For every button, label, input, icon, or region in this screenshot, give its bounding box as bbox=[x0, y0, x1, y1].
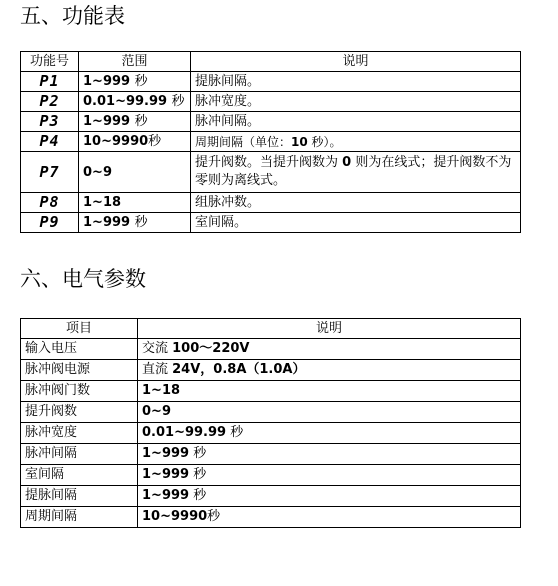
parameter-name: 脉冲宽度 bbox=[21, 423, 138, 444]
range-cell bbox=[79, 213, 191, 233]
function-code: P9 bbox=[21, 213, 79, 233]
description-text: 周期间隔（单位： bbox=[195, 134, 292, 149]
function-code: P8 bbox=[21, 193, 79, 213]
parameter-name: 输入电压 bbox=[21, 339, 138, 360]
description-cell: 室间隔。 bbox=[191, 213, 521, 233]
range-cell bbox=[79, 92, 191, 112]
header-range: 范围 bbox=[79, 52, 191, 72]
parameter-value-cell bbox=[138, 339, 521, 360]
section-title-function-table: 五、功能表 bbox=[20, 4, 125, 28]
range-unit: 秒 bbox=[134, 74, 148, 89]
table-row bbox=[21, 92, 521, 112]
range-unit: 秒 bbox=[134, 215, 148, 230]
table-header-row bbox=[21, 319, 521, 339]
range-unit: 秒 bbox=[148, 134, 162, 149]
range-unit: 秒 bbox=[171, 94, 185, 109]
function-code: P4 bbox=[21, 132, 79, 152]
value-suffix: 秒 bbox=[189, 467, 207, 482]
parameter-name: 提升阀数 bbox=[21, 402, 138, 423]
parameter-name: 室间隔 bbox=[21, 465, 138, 486]
range-value: 0.01~99.99 bbox=[83, 94, 168, 109]
function-code: P7 bbox=[21, 152, 79, 193]
parameter-value-cell bbox=[138, 444, 521, 465]
table-row bbox=[21, 423, 521, 444]
function-code: P2 bbox=[21, 92, 79, 112]
range-unit: 秒 bbox=[134, 114, 148, 129]
range-value: 1~999 bbox=[83, 215, 131, 230]
description-cell: 提脉间隔。 bbox=[191, 72, 521, 92]
parameter-value: 0.01~99.99 bbox=[142, 425, 227, 440]
range-cell bbox=[79, 112, 191, 132]
parameter-value: 100～220V bbox=[172, 341, 250, 356]
value-suffix: 秒 bbox=[189, 446, 207, 461]
table-row bbox=[21, 72, 521, 92]
table-row bbox=[21, 213, 521, 233]
parameter-name: 脉冲阀电源 bbox=[21, 360, 138, 381]
range-value: 1~999 bbox=[83, 74, 131, 89]
header-description: 说明 bbox=[138, 319, 521, 339]
parameter-value: 1~999 bbox=[142, 488, 190, 503]
value-prefix: 交流 bbox=[142, 341, 173, 356]
section-title-electrical-parameters: 六、电气参数 bbox=[20, 267, 146, 291]
table-row bbox=[21, 112, 521, 132]
parameter-name: 提脉间隔 bbox=[21, 486, 138, 507]
value-prefix: 直流 bbox=[142, 362, 173, 377]
description-cell bbox=[191, 132, 521, 152]
parameter-value-cell bbox=[138, 381, 521, 402]
parameter-value: 10~9990 bbox=[142, 509, 208, 524]
value-suffix: 秒 bbox=[207, 509, 221, 524]
electrical-parameters-table bbox=[20, 318, 521, 528]
value-suffix: 秒 bbox=[189, 488, 207, 503]
range-value: 10~9990 bbox=[83, 134, 149, 149]
table-row bbox=[21, 444, 521, 465]
description-text: 则为在线式；提升阀数不为零则为离线式。 bbox=[195, 155, 512, 188]
range-cell bbox=[79, 152, 191, 193]
description-bold-value: 0 bbox=[342, 155, 352, 170]
table-header-row bbox=[21, 52, 521, 72]
parameter-value: 1~999 bbox=[142, 446, 190, 461]
value-suffix: 秒 bbox=[226, 425, 244, 440]
table-row bbox=[21, 339, 521, 360]
description-cell: 组脉冲数。 bbox=[191, 193, 521, 213]
range-value: 1~999 bbox=[83, 114, 131, 129]
range-value: 0~9 bbox=[83, 164, 112, 180]
parameter-value: 0~9 bbox=[142, 404, 171, 419]
parameter-value-cell bbox=[138, 507, 521, 528]
parameter-value-cell bbox=[138, 360, 521, 381]
description-text: 提升阀数。当提升阀数为 bbox=[195, 155, 343, 170]
header-description: 说明 bbox=[191, 52, 521, 72]
range-cell bbox=[79, 72, 191, 92]
parameter-value-cell bbox=[138, 402, 521, 423]
parameter-value: 24V，0.8A（1.0A） bbox=[172, 362, 306, 377]
function-table bbox=[20, 51, 521, 233]
table-row bbox=[21, 507, 521, 528]
description-cell bbox=[191, 152, 521, 193]
range-value: 1~18 bbox=[83, 195, 122, 210]
header-item: 项目 bbox=[21, 319, 138, 339]
parameter-value-cell bbox=[138, 465, 521, 486]
parameter-name: 脉冲间隔 bbox=[21, 444, 138, 465]
table-row bbox=[21, 193, 521, 213]
function-code: P3 bbox=[21, 112, 79, 132]
table-row bbox=[21, 381, 521, 402]
range-cell bbox=[79, 193, 191, 213]
description-bold-value: 10 bbox=[291, 134, 308, 149]
range-cell bbox=[79, 132, 191, 152]
table-row bbox=[21, 152, 521, 193]
parameter-value: 1~18 bbox=[142, 383, 181, 398]
parameter-value-cell bbox=[138, 486, 521, 507]
table-row bbox=[21, 465, 521, 486]
parameter-name: 脉冲阀门数 bbox=[21, 381, 138, 402]
parameter-value: 1~999 bbox=[142, 467, 190, 482]
table-row bbox=[21, 360, 521, 381]
table-row bbox=[21, 132, 521, 152]
description-cell: 脉冲间隔。 bbox=[191, 112, 521, 132]
parameter-name: 周期间隔 bbox=[21, 507, 138, 528]
header-function-number: 功能号 bbox=[21, 52, 79, 72]
description-text: 秒）。 bbox=[307, 134, 342, 149]
table-row bbox=[21, 402, 521, 423]
parameter-value-cell bbox=[138, 423, 521, 444]
description-cell: 脉冲宽度。 bbox=[191, 92, 521, 112]
function-code: P1 bbox=[21, 72, 79, 92]
table-row bbox=[21, 486, 521, 507]
